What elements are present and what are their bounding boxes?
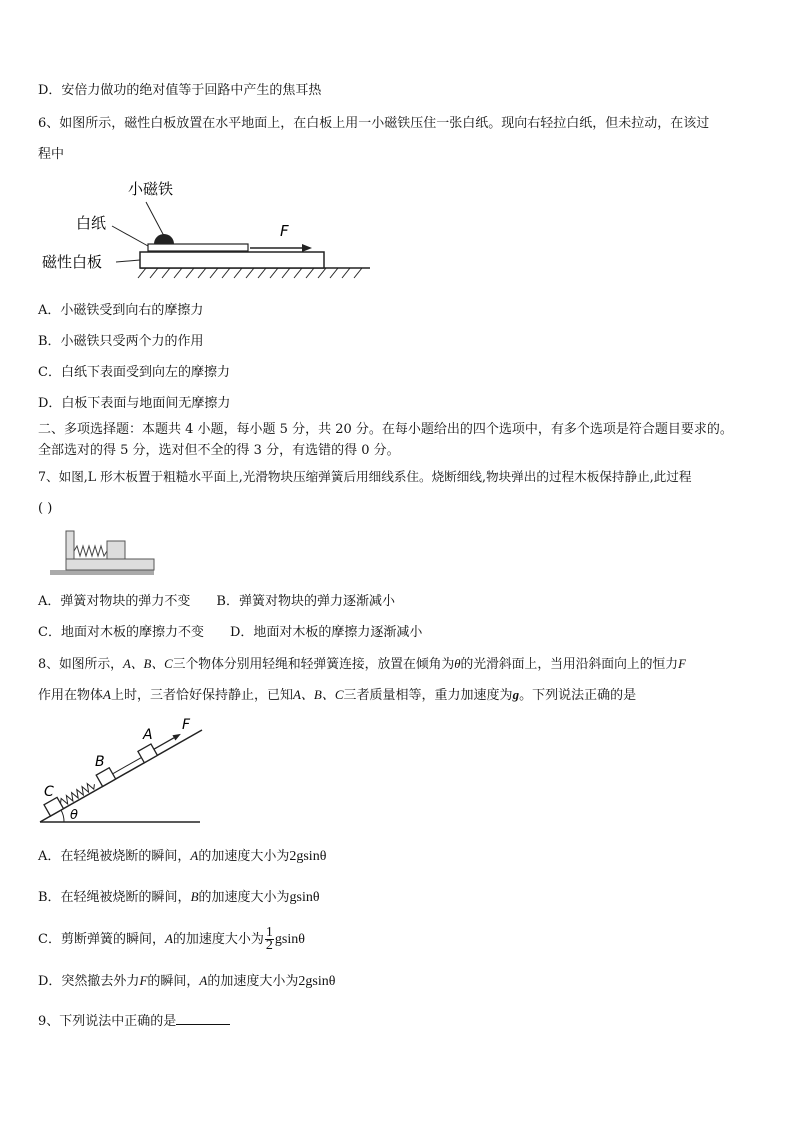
q8-opt-var: B: [190, 889, 199, 904]
q8-opt-text: 的加速度大小为: [172, 932, 264, 947]
q8-opt-formula: 2gsinθ: [298, 974, 336, 989]
q8-block-b: [96, 768, 115, 787]
q8-label-a: A: [143, 727, 153, 743]
q7-l-board-wall: [66, 531, 74, 559]
q6-label-board: 磁性白板: [42, 253, 103, 271]
q8-block-a: [138, 744, 157, 763]
q8-stem-text: 。下列说法正确的是: [519, 688, 637, 703]
q8-stem-var-a: A: [103, 687, 111, 702]
q7-stem-line1: 7、如图,L 形木板置于粗糙水平面上,光滑物块压缩弹簧后用细线系住。烧断细线,物块弹出的过程木板保持静止,此过程: [38, 469, 692, 484]
q8-opt-formula: gsinθ: [274, 932, 305, 947]
q8-angle-arc: [61, 810, 64, 822]
q7-option-c: C．地面对木板的摩擦力不变: [38, 625, 204, 640]
q8-label-f: F: [182, 717, 191, 733]
q8-opt-var: A: [199, 973, 208, 988]
q8-opt-var: A: [164, 931, 173, 946]
q7-block: [107, 541, 125, 559]
q6-leader-magnet: [146, 202, 164, 236]
q8-opt-text: 的瞬间，: [147, 974, 200, 989]
q6-option-d: D．白板下表面与地面间无摩擦力: [38, 396, 231, 411]
q8-opt-text: D．突然撤去外力: [38, 974, 140, 989]
q8-opt-text: 的加速度大小为: [198, 849, 290, 864]
q9-stem-text: 9、下列说法中正确的是: [38, 1014, 177, 1029]
q7-options-row2: [38, 624, 422, 642]
section2-line1: 二、多项选择题：本题共 4 小题，每小题 5 分，共 20 分。在每小题给出的四个选项中，有多个选项是符合题目要求的。: [38, 422, 733, 437]
q8-stem-text: 的光滑斜面上，当用沿斜面向上的恒力: [460, 657, 679, 672]
q7-options-row1: [38, 593, 395, 611]
q8-label-b: B: [95, 754, 105, 770]
q6-ground-hatch: [138, 268, 362, 278]
q8-stem-line2: [38, 686, 636, 705]
q6-figure: [40, 176, 380, 286]
q8-stem-force: F: [678, 657, 686, 671]
q8-theta-label: θ: [70, 808, 78, 823]
q6-magnetic-board: [140, 252, 324, 268]
q8-opt-formula: gsinθ: [289, 890, 320, 905]
q8-stem-text: 上时，三者恰好保持静止，已知: [110, 688, 293, 703]
q6-label-paper: 白纸: [76, 214, 107, 232]
q8-stem-theta: θ: [454, 657, 461, 671]
q6-option-b: B．小磁铁只受两个力的作用: [38, 334, 204, 349]
q8-opt-text: C．剪断弹簧的瞬间，: [38, 932, 165, 947]
q8-fraction-numerator: 1: [265, 925, 273, 940]
q6-leader-board: [116, 260, 140, 262]
q6-option-c: C．白纸下表面受到向左的摩擦力: [38, 365, 230, 380]
q8-fraction-denominator: 2: [265, 938, 273, 953]
q6-label-magnet: 小磁铁: [128, 180, 174, 198]
q8-opt-fraction: [265, 927, 274, 952]
q8-option-d: [38, 972, 335, 991]
q8-incline: [40, 730, 202, 822]
q6-option-a: A．小磁铁受到向右的摩擦力: [38, 303, 204, 318]
q9-answer-blank[interactable]: [176, 1012, 230, 1025]
q6-stem-line1: 6、如图所示，磁性白板放置在水平地面上，在白板上用一小磁铁压住一张白纸。现向右轻拉白纸，但未拉动，在该过: [38, 116, 710, 131]
q8-stem-text: 作用在物体: [38, 688, 104, 703]
q8-stem-vars: A、B、C: [292, 687, 344, 702]
q6-leader-paper: [112, 226, 148, 246]
q8-stem-text: 8、如图所示，: [38, 657, 123, 672]
q8-stem-vars: A、B、C: [122, 657, 173, 671]
q8-opt-var: A: [190, 848, 199, 863]
section2-line2: 全部选对的得 5 分，选对但不全的得 3 分，有选错的得 0 分。: [38, 443, 400, 458]
q5-option-d: D．安倍力做功的绝对值等于回路中产生的焦耳热: [38, 83, 322, 98]
q7-option-b: B．弹簧对物块的弹力逐渐减小: [216, 594, 395, 609]
q8-opt-text: 的加速度大小为: [207, 974, 299, 989]
q8-stem-line1: [38, 655, 686, 674]
q8-option-b: [38, 888, 320, 907]
q8-stem-text: 三个物体分别用轻绳和轻弹簧连接，放置在倾角为: [172, 657, 455, 672]
q8-opt-text: B．在轻绳被烧断的瞬间，: [38, 890, 191, 905]
q8-stem-g: g: [512, 687, 520, 702]
q7-spring: [74, 546, 107, 556]
q6-force-label: F: [280, 222, 289, 240]
q8-label-c: C: [44, 784, 54, 800]
q8-opt-text: 的加速度大小为: [198, 890, 290, 905]
q8-rope: [113, 758, 142, 774]
q6-stem-line2: 程中: [38, 147, 65, 162]
q6-force-arrowhead: [302, 244, 312, 252]
q8-option-a: [38, 847, 326, 866]
q8-figure: [36, 714, 206, 828]
q7-option-d: D．地面对木板的摩擦力逐渐减小: [229, 625, 423, 640]
q7-option-a: A．弹簧对物块的弹力不变: [38, 594, 191, 609]
q8-opt-text: A．在轻绳被烧断的瞬间，: [38, 849, 191, 864]
q8-option-c: [38, 924, 305, 955]
q8-opt-formula: 2gsinθ: [289, 849, 327, 864]
q6-white-paper: [148, 244, 248, 251]
q8-opt-force: F: [139, 973, 148, 988]
q7-l-board-base: [66, 559, 154, 570]
q8-force-arrowhead: [172, 731, 182, 740]
q8-stem-text: 三者质量相等，重力加速度为: [343, 688, 513, 703]
q9-stem: [38, 1012, 230, 1031]
q7-ground: [50, 570, 154, 575]
q7-figure: [46, 527, 158, 577]
q7-stem-line2: ( ): [38, 501, 53, 516]
